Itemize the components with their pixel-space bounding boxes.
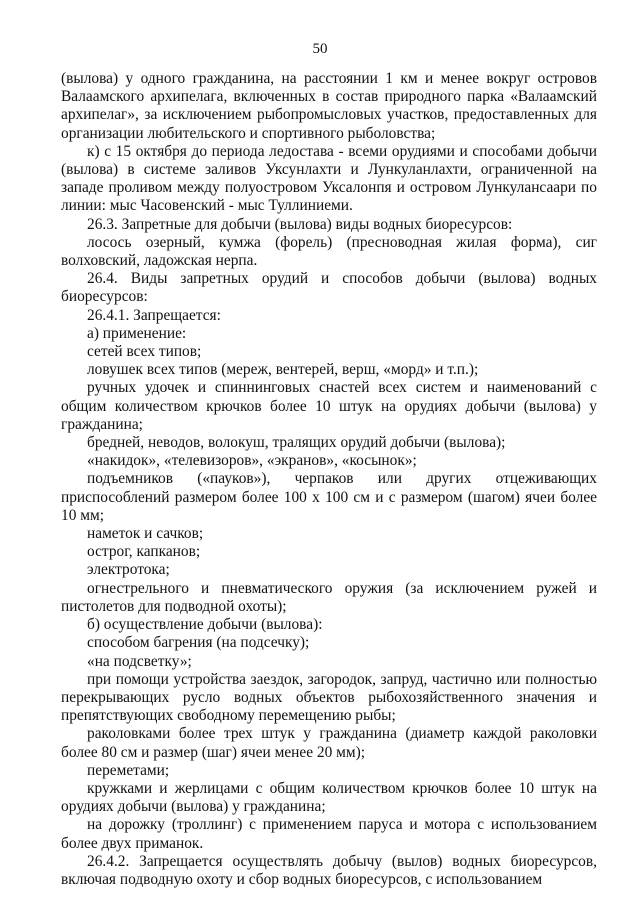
list-item: а) применение: (87, 324, 187, 342)
section-heading: 26.4. Виды запретных орудий и способов добычи (вылова) водных биоресурсов: (61, 270, 597, 306)
list-item: б) осуществление добычи (вылова): (87, 616, 323, 634)
list-item: наметок и сачков; (87, 525, 204, 543)
paragraph: (вылова) у одного гражданина, на расстоянии 1 км и менее вокруг островов Валаамского архипелага, включенных в состав природного парка «Валаамский архипелаг», за исключением рыбопромысловых участков, предоставленных для организации любительского и спортивного рыболовства; (61, 70, 597, 142)
subsection-heading: 26.4.1. Запрещается: (87, 306, 221, 324)
page-number: 50 (312, 41, 328, 57)
list-item: на дорожку (троллинг) с применением паруса и мотора с использованием более двух приманок. (61, 816, 597, 852)
list-item: переметами; (87, 761, 170, 779)
list-item: «на подсветку»; (87, 652, 192, 670)
list-item: огнестрельного и пневматического оружия (за исключением ружей и пистолетов для подводной охоты); (61, 579, 597, 615)
section-heading: 26.3. Запретные для добычи (вылова) виды водных биоресурсов: (87, 215, 513, 233)
paragraph: к) с 15 октября до периода ледостава - всеми орудиями и способами добычи (вылова) в системе заливов Уксунлахти и Лункуланлахти, ограниченной на западе проливом между полуостровом Уксалонпя и островом Лункулансаари по линии: мыс Часовенский - мыс Туллиниеми. (61, 142, 597, 215)
list-item: кружками и жерлицами с общим количеством крючков более 10 штук на орудиях добычи (вылова) у гражданина; (61, 779, 597, 816)
list-item: «накидок», «телевизоров», «экранов», «косынок»; (87, 452, 417, 470)
list-item: раколовками более трех штук у гражданина (диаметр каждой раколовки более 80 см и размер (шаг) ячеи менее 20 мм); (61, 725, 597, 761)
list-item: при помощи устройства заездок, загородок, запруд, частично или полностью перекрывающих русло водных объектов рыбохозяйственного значения и препятствующих свободному перемещению рыбы; (61, 670, 597, 725)
list-item: бредней, неводов, волокуш, тралящих орудий добычи (вылова); (87, 434, 506, 452)
list-item: сетей всех типов; (87, 343, 202, 361)
list-item: электротока; (87, 561, 170, 579)
list-item: ловушек всех типов (мереж, вентерей, верш, «морд» и т.п.); (87, 361, 479, 379)
list-item: способом багрения (на подсечку); (87, 634, 310, 652)
paragraph: лосось озерный, кумжа (форель) (пресноводная жилая форма), сиг волховский, ладожская нерпа. (61, 233, 597, 270)
list-item: ручных удочек и спиннинговых снастей всех систем и наименований с общим количеством крючков более 10 штук на орудиях добычи (вылова) у гражданина; (61, 379, 597, 433)
list-item: подъемников («пауков»), черпаков или других отцеживающих приспособлений размером более 100 х 100 см и с размером (шагом) ячеи более 10 мм; (61, 470, 597, 524)
subsection-heading: 26.4.2. Запрещается осуществлять добычу (вылов) водных биоресурсов, включая подводную охоту и сбор водных биоресурсов, с использованием (61, 852, 597, 888)
body-text (61, 70, 597, 889)
list-item: острог, капканов; (87, 543, 201, 561)
